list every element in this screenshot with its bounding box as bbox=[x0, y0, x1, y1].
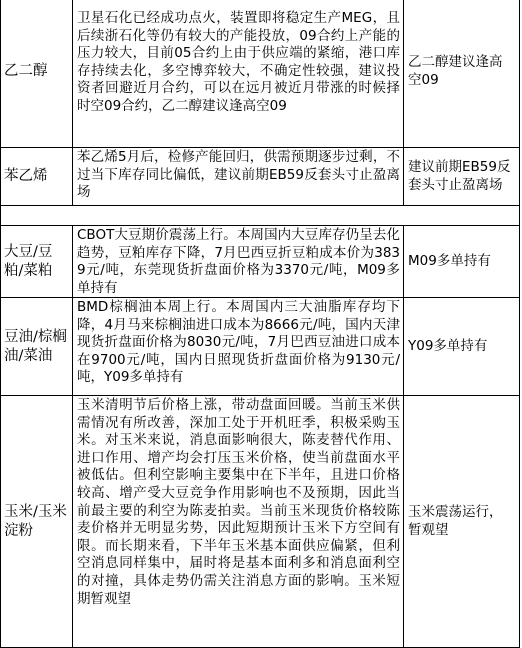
table-row-meg bbox=[0, 0, 522, 148]
row-analysis: 卫星石化已经成功点火，装置即将稳定生产MEG，且后续浙石化等仍有较大的产能投放，09合约上产能的压力较大，目前05合约上由于供应端的紧缩，港口库存持续去化，多空博弈较大，不确定性较强，建议投资者回避近月合约，可以在远月被近月带涨的时候择时空09合约，乙二醇建议逢高空09 bbox=[73, 0, 404, 148]
row-advice: M09多单持有 bbox=[404, 226, 520, 298]
row-name: 乙二醇 bbox=[0, 0, 73, 148]
table-row-corn bbox=[0, 396, 522, 648]
table-row-styrene bbox=[0, 148, 522, 206]
row-advice: 乙二醇建议逢高空09 bbox=[404, 0, 520, 148]
row-name: 苯乙烯 bbox=[0, 148, 73, 206]
row-name: 豆油/棕榈油/菜油 bbox=[0, 298, 73, 396]
row-analysis: BMD棕榈油本周上行。本周国内三大油脂库存均下降，4月马来棕榈油进口成本为8666元/吨，国内天津现货折盘面价格为8030元/吨，7月巴西豆油进口成本在9700元/吨，国内日照现货折盘面价格为9130元/吨，Y09多单持有 bbox=[73, 298, 404, 396]
row-analysis: CBOT大豆期价震荡上行。本周国内大豆库存仍呈去化趋势，豆粕库存下降，7月巴西豆折豆粕成本价为3839元/吨，东莞现货折盘面价格为3370元/吨，M09多单持有 bbox=[73, 226, 404, 298]
separator-row bbox=[0, 206, 520, 226]
row-advice: 建议前期EB59反套头寸止盈离场 bbox=[404, 148, 520, 206]
row-advice: Y09多单持有 bbox=[404, 298, 520, 396]
row-advice: 玉米震荡运行，暂观望 bbox=[404, 396, 520, 648]
table-row-soybean bbox=[0, 226, 522, 298]
row-name: 玉米/玉米淀粉 bbox=[0, 396, 73, 648]
row-analysis: 玉米清明节后价格上涨，带动盘面回暖。当前玉米供需情况有所改善，深加工处于开机旺季，积极采购玉米。对玉米来说，消息面影响很大，陈麦替代作用、进口作用、增产均会打压玉米价格，使当前盘面水平被低估。但利空影响主要集中在下半年，且进口价格较高、增产受大豆竞争作用影响也不及预期，因此当前最主要的利空为陈麦拍卖。当前玉米现货价格较陈麦价格并无明显劣势，因此短期预计玉米下方空间有限。而长期来看，下半年玉米基本面供应偏紧，但利空消息同样集中，届时将是基本面利多和消息面利空的对撞，具体走势仍需关注消息方面的影响。玉米短期暂观望 bbox=[73, 396, 404, 648]
table-row-oils bbox=[0, 298, 522, 396]
row-name: 大豆/豆粕/菜粕 bbox=[0, 226, 73, 298]
row-analysis: 苯乙烯5月后，检修产能回归，供需预期逐步过剩，不过当下库存同比偏低，建议前期EB59反套头寸止盈离场 bbox=[73, 148, 404, 206]
